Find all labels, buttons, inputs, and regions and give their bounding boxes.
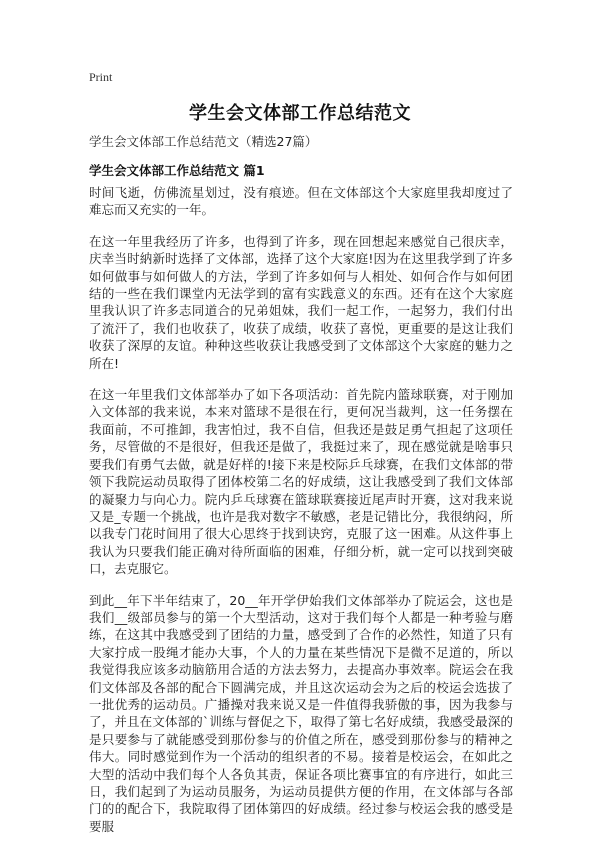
section-heading: 学生会文体部工作总结范文 篇1 <box>89 163 265 178</box>
article-body <box>89 184 513 849</box>
page-title: 学生会文体部工作总结范文 <box>189 103 411 124</box>
print-link[interactable]: Print <box>89 70 113 84</box>
paragraph-1: 时间飞逝，仿佛流星划过，没有痕迹。但在文体部这个大家庭里我却度过了难忘而又充实的一年。 <box>89 185 513 218</box>
document-subtitle: 学生会文体部工作总结范文（精选27篇） <box>89 134 318 149</box>
paragraph-4: 到此__年下半年结束了，20__年开学伊始我们文体部举办了院运会，这也是我们__级部员参与的第一个大型活动，这对于我们每个人都是一种考验与磨练，在这其中我感受到了团结的力量，感受到了合作的必然性，知道了只有大家拧成一股绳才能办大事，个人的力量在某些情况下是微不足道的，所以我觉得我应该多动脑筋用合适的方法去努力，去提高办事效率。院运会在我们文体部及各部的配合下圆满完成，并且这次运动会为之后的校运会选拔了一批优秀的运动员。广播操对我来说又是一件值得我骄傲的事，因为我参与了，并且在文体部的`训练与督促之下，取得了第七名好成绩，我感受最深的是只要参与了就能感受到那份参与的价值之所在，感受到那份参与的精神之伟大。同时感觉到作为一个活动的组织者的不易。接着是校运会，在如此之大型的活动中我们每个人各负其责，保证各项比赛事宜的有序进行，如此三日，我们起到了为运动员服务，为运动员提供方便的作用，在文体部与各部门的的配合下，我院取得了团体第四的好成绩。经过参与校运会我的感受是要服 <box>89 592 513 834</box>
paragraph-3: 在这一年里我们文体部举办了如下各项活动：首先院内篮球联赛，对于刚加入文体部的我来说，本来对篮球不是很在行，更何况当裁判，这一任务摆在我面前，不可推卸，我害怕过，我不自信，但我还是鼓足勇气担起了这项任务，尽管做的不是很好，但我还是做了，我挺过来了，现在感觉就是啥事只要我们有勇气去做，就是好样的!接下来是校际乒乓球赛，在我们文体部的带领下我院运动员取得了团体校第二名的好成绩，这让我感受到了我们文体部的凝聚力与向心力。院内乒乓球赛在篮球联赛接近尾声时开赛，这对我来说又是_专题一个挑战，也许是我对数字不敏感，老是记错比分，我很纳闷，所以我专门花时间用了很大心思终于找到诀窍，克服了这一困难。从这件事上我认为只要我们能正确对待所面临的困难，仔细分析，就一定可以找到突破口，去克服它。 <box>89 387 513 577</box>
paragraph-2: 在这一年里我经历了许多，也得到了许多，现在回想起来感觉自己很庆幸，庆幸当时納新时选择了文体部，选择了这个大家庭!因为在这里我学到了许多如何做事与如何做人的方法，学到了许多如何与人相处、如何合作与如何团结的一些在我们课堂内无法学到的富有实践意义的东西。还有在这个大家庭里我认识了许多志同道合的兄弟姐妹，我们一起工作，一起努力，我们付出了流汗了，我们也收获了，收获了成绩，收获了喜悦，更重要的是这让我们收获了深厚的友谊。种种这些收获让我感受到了文体部这个大家庭的魅力之所在! <box>89 233 513 371</box>
